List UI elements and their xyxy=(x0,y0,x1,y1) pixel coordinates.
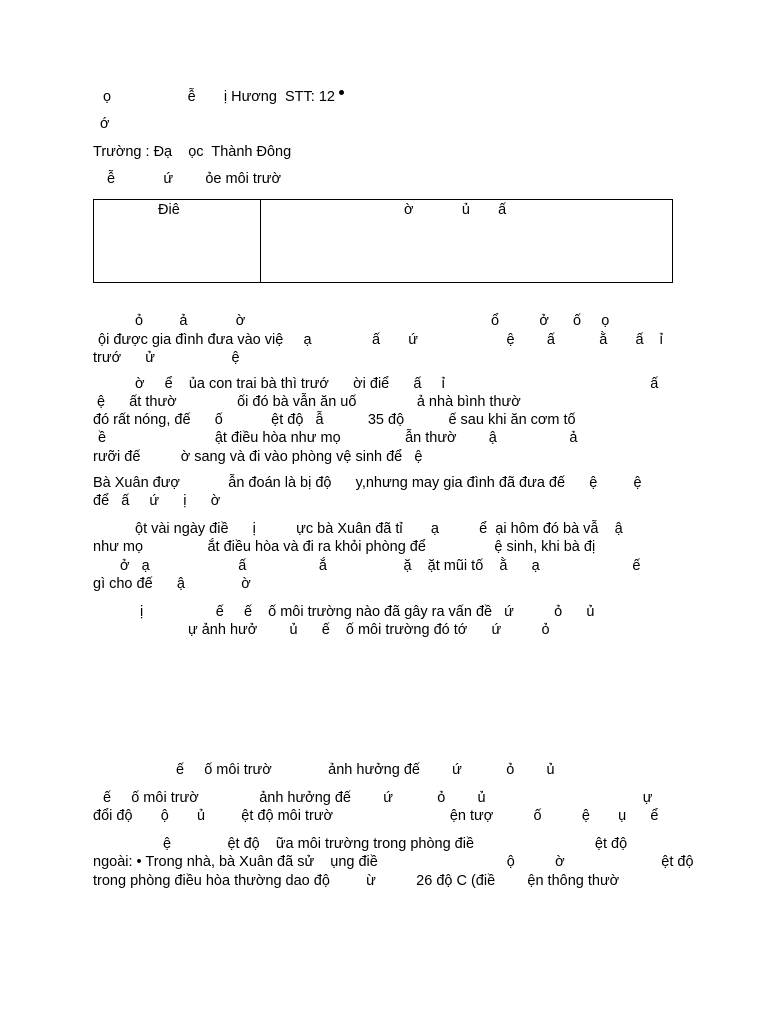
bullet-icon xyxy=(339,90,344,95)
paragraph-line: ở ạ ấ ắ ặ ặt mũi tố ằ ạ ế xyxy=(120,558,641,574)
paragraph-line: ế ố môi trườ ảnh hưởng đế ứ ỏ ủ ự xyxy=(103,790,653,806)
paragraph-line: như mọ ắt điều hòa và đi ra khỏi phòng để ệ sinh, khi bà đị xyxy=(93,539,596,555)
paragraph-line: gì cho đế ậ ờ xyxy=(93,576,251,592)
paragraph-line: rưỡi đế ờ sang và đi vào phòng vệ sinh để ệ xyxy=(93,449,423,465)
paragraph-line: để ấ ứ ị ờ xyxy=(93,493,221,509)
paragraph-line: đổi độ ộ ủ ệt độ môi trườ ện tượ ố ệ ụ ể xyxy=(93,808,659,824)
paragraph-line: ngoài: • Trong nhà, bà Xuân đã sử ụng điề ộ ờ ệt độ xyxy=(93,854,694,870)
paragraph-line: ị ế ế ố môi trường nào đã gây ra vấn đề ứ ỏ ủ xyxy=(140,604,595,620)
topic-line: ễ ứ ỏe môi trườ xyxy=(107,171,281,187)
paragraph-line: ỏ ả ờ ổ ở ố ọ xyxy=(135,313,610,329)
paragraph-line: ự ảnh hưở ủ ế ố môi trường đó tớ ứ ỏ xyxy=(188,622,550,638)
paragraph-line: Bà Xuân đượ ẫn đoán là bị độ y,nhưng may gia đình đã đưa đế ệ ệ xyxy=(93,475,642,491)
class-line: ớ xyxy=(100,116,110,132)
school-line: Trường : Đạ ọc Thành Đông xyxy=(93,144,292,160)
paragraph-line: ệ ệt độ ữa môi trường trong phòng điề ệt độ xyxy=(163,836,628,852)
table-right-header: ờ ủ ấ xyxy=(404,202,507,218)
paragraph-line: ội được gia đình đưa vào việ ạ ấ ứ ệ ấ ằ ấ ỉ xyxy=(98,332,663,348)
section-heading: ế ố môi trườ ảnh hưởng đế ứ ỏ ủ xyxy=(176,762,555,778)
paragraph-line: đó rất nóng, đế ố ệt độ ẫ 35 độ ế sau khi ăn cơm tố xyxy=(93,412,576,428)
paragraph-line: ệ ất thườ ối đó bà vẫn ăn uố ả nhà bình thườ xyxy=(97,394,521,410)
paragraph-line: ề ật điều hòa như mọ ẫn thườ ậ ả xyxy=(98,430,578,446)
info-table xyxy=(93,199,673,283)
table-left-header: Điê xyxy=(158,202,180,218)
student-name-line: ọ ễ ị Hương STT: 12 xyxy=(103,88,344,106)
paragraph-line: trong phòng điều hòa thường dao độ ừ 26 độ C (điề ện thông thườ xyxy=(93,873,620,889)
paragraph-line: trướ ử ệ xyxy=(93,350,240,366)
table-divider xyxy=(260,200,261,282)
paragraph-line: ờ ể ủa con trai bà thì trướ ời điể ấ ỉ ấ xyxy=(135,376,659,392)
paragraph-line: ột vài ngày điề ị ực bà Xuân đã tỉ ạ ể ại hôm đó bà vẫ ậ xyxy=(135,521,623,537)
